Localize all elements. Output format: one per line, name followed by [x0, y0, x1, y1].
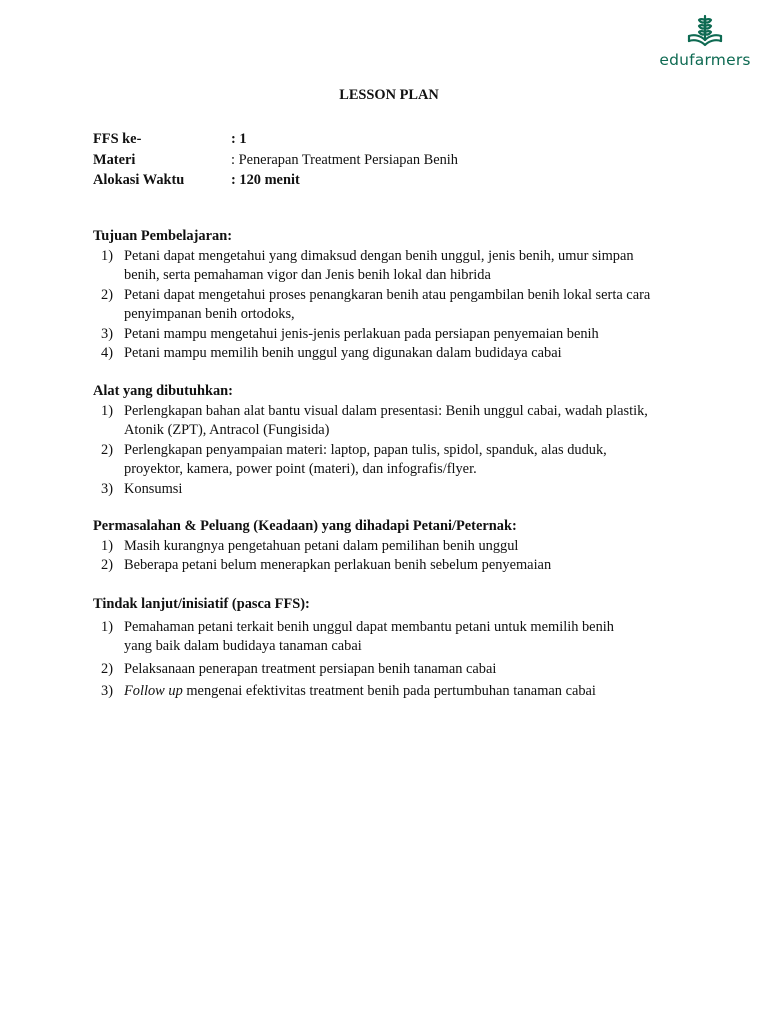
meta-row — [93, 150, 458, 171]
section-follow-up — [93, 595, 713, 705]
meta-value: : Penerapan Treatment Persiapan Benih — [231, 151, 459, 168]
list-item: 2) Pelaksanaan penerapan treatment persiapan benih tanaman cabai — [101, 660, 497, 677]
meta-value: : 1 — [231, 131, 247, 147]
list-item: 4) Petani mampu memilih benih unggul yang digunakan dalam budidaya cabai — [101, 345, 562, 361]
section-heading: Tindak lanjut/inisiatif (pasca FFS): — [93, 596, 310, 612]
meta-info — [93, 129, 458, 191]
section-learning-objectives — [93, 227, 713, 364]
meta-label: Alokasi Waktu — [93, 172, 185, 188]
list-item: 2) Petani dapat mengetahui proses penangkaran benih atau pengambilan benih lokal serta cara penyimpanan benih ortodoks, — [101, 286, 651, 322]
meta-label: Materi — [93, 151, 136, 168]
section-heading: Alat yang dibutuhkan: — [93, 383, 233, 399]
list-item: 1) Petani dapat mengetahui yang dimaksud dengan benih unggul, jenis benih, umur simpan benih, serta pemahaman vigor dan Jenis benih lokal dan hibrida — [101, 247, 634, 283]
section-problems-opportunities — [93, 517, 713, 576]
list-item: 3) Follow up mengenai efektivitas treatment benih pada pertumbuhan tanaman cabai — [101, 683, 596, 699]
list-item: 3) Petani mampu mengetahui jenis-jenis perlakuan pada persiapan penyemaian benih — [101, 325, 599, 342]
page-title: LESSON PLAN — [339, 87, 439, 103]
list-item: 1) Masih kurangnya pengetahuan petani dalam pemilihan benih unggul — [101, 537, 519, 554]
meta-value: : 120 menit — [231, 172, 300, 188]
wheat-book-icon — [686, 12, 724, 48]
list-item: 3) Konsumsi — [101, 480, 183, 497]
meta-row — [93, 170, 458, 191]
section-heading: Permasalahan & Peluang (Keadaan) yang dihadapi Petani/Peternak: — [93, 518, 517, 534]
list-item: 2) Perlengkapan penyampaian materi: laptop, papan tulis, spidol, spanduk, alas duduk, proyektor, kamera, power point (materi), dan infografis/flyer. — [101, 441, 607, 477]
list-item: 2) Beberapa petani belum menerapkan perlakuan benih sebelum penyemaian — [101, 557, 552, 573]
edufarmers-logo — [652, 8, 758, 74]
list-item: 1) Pemahaman petani terkait benih unggul dapat membantu petani untuk memilih benih yang baik dalam budidaya tanaman cabai — [101, 618, 614, 654]
section-heading: Tujuan Pembelajaran: — [93, 228, 232, 244]
list-item: 1) Perlengkapan bahan alat bantu visual dalam presentasi: Benih unggul cabai, wadah plastik, Atonik (ZPT), Antracol (Fungisida) — [101, 402, 648, 438]
meta-row — [93, 129, 458, 150]
section-required-tools — [93, 382, 713, 499]
meta-label: FFS ke- — [93, 131, 142, 147]
brand-name: edufarmers — [659, 51, 751, 69]
